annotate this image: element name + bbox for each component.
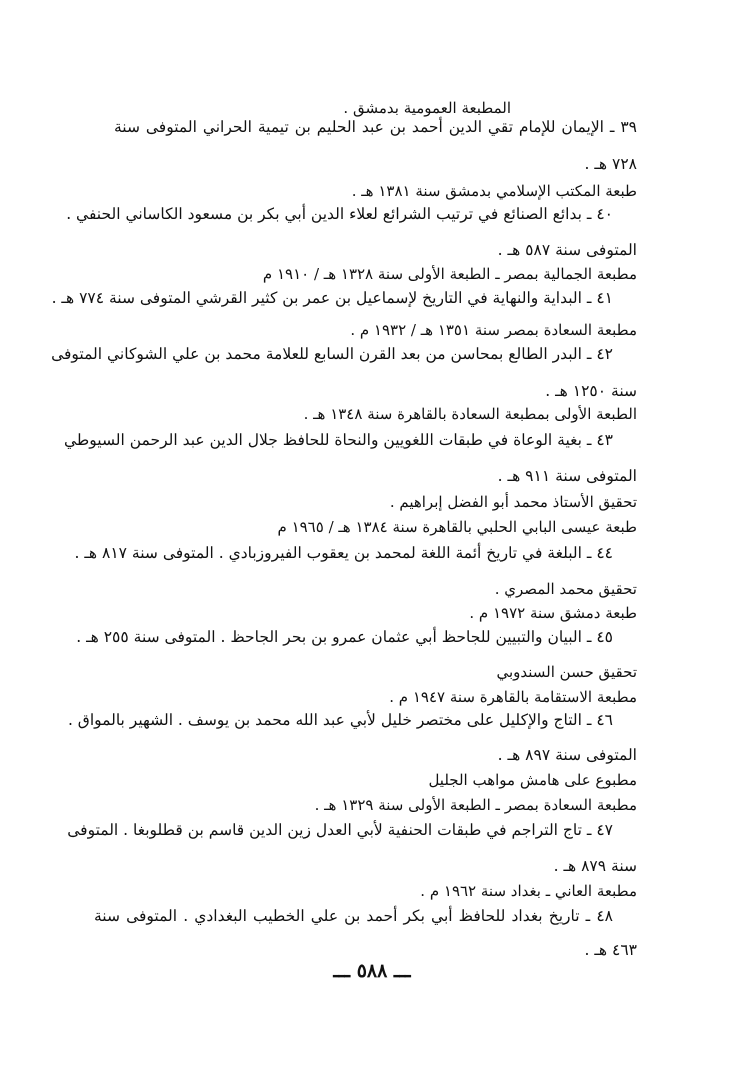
- publisher-line: الطبعة الأولى بمطبعة السعادة بالقاهرة سنة ١٣٤٨ هـ .: [303, 405, 637, 423]
- page-number: ـــ ٥٨٨ ـــ: [333, 960, 411, 982]
- bibliography-entry-40: ٤٠ ـ بدائع الصنائع في ترتيب الشرائع لعلاء الدين أبي بكر بن مسعود الكاساني الحنفي .: [66, 205, 613, 223]
- entry-continuation: المتوفى سنة ٩١١ هـ .: [497, 467, 637, 485]
- bibliography-entry-43: ٤٣ ـ بغية الوعاة في طبقات اللغويين والنحاة للحافظ جلال الدين عبد الرحمن السيوطي: [64, 431, 613, 449]
- entry-continuation: سنة ١٢٥٠ هـ .: [545, 382, 637, 400]
- note-line: مطبوع على هامش مواهب الجليل: [428, 771, 637, 789]
- entry-continuation: ٤٦٣ هـ .: [584, 941, 637, 959]
- publisher-line: طبعة عيسى البابي الحلبي بالقاهرة سنة ١٣٨٤ هـ / ١٩٦٥ م: [277, 518, 637, 536]
- bibliography-entry-45: ٤٥ ـ البيان والتبيين للجاحظ أبي عثمان عمرو بن بحر الجاحظ . المتوفى سنة ٢٥٥ هـ .: [76, 628, 613, 646]
- editor-line: تحقيق حسن السندوبي: [496, 663, 637, 681]
- bibliography-entry-46: ٤٦ ـ التاج والإكليل على مختصر خليل لأبي عبد الله محمد بن يوسف . الشهير بالمواق .: [67, 711, 613, 729]
- editor-line: تحقيق الأستاذ محمد أبو الفضل إبراهيم .: [389, 493, 637, 511]
- publisher-line: مطبعة السعادة بمصر سنة ١٣٥١ هـ / ١٩٣٢ م .: [350, 321, 637, 339]
- publisher-line: مطبعة السعادة بمصر ـ الطبعة الأولى سنة ١٣٢٩ هـ .: [314, 796, 637, 814]
- publisher-line: طبعة المكتب الإسلامي بدمشق سنة ١٣٨١ هـ .: [351, 182, 637, 200]
- entry-continuation: ٧٢٨ هـ .: [584, 155, 637, 173]
- editor-line: تحقيق محمد المصري .: [494, 580, 637, 598]
- publisher-line: مطبعة العاني ـ بغداد سنة ١٩٦٢ م .: [420, 882, 637, 900]
- bibliography-entry-48: ٤٨ ـ تاريخ بغداد للحافظ أبي بكر أحمد بن علي الخطيب البغدادي . المتوفى سنة: [94, 907, 613, 925]
- publisher-line: طبعة دمشق سنة ١٩٧٢ م .: [469, 604, 637, 622]
- bibliography-entry-41: ٤١ ـ البداية والنهاية في التاريخ لإسماعيل بن عمر بن كثير القرشي المتوفى سنة ٧٧٤ هـ .: [51, 289, 613, 307]
- publisher-line: مطبعة الجمالية بمصر ـ الطبعة الأولى سنة ١٣٢٨ هـ / ١٩١٠ م: [262, 265, 637, 283]
- entry-continuation: المتوفى سنة ٨٩٧ هـ .: [497, 746, 637, 764]
- entry-continuation: سنة ٨٧٩ هـ .: [553, 857, 637, 875]
- entry-continuation: المتوفى سنة ٥٨٧ هـ .: [497, 241, 637, 259]
- publisher-line: المطبعة العمومية بدمشق .: [343, 99, 511, 117]
- bibliography-entry-47: ٤٧ ـ تاج التراجم في طبقات الحنفية لأبي العدل زين الدين قاسم بن قطلوبغا . المتوفى: [67, 821, 613, 839]
- publisher-line: مطبعة الاستقامة بالقاهرة سنة ١٩٤٧ م .: [389, 688, 637, 706]
- bibliography-entry-44: ٤٤ ـ البلغة في تاريخ أئمة اللغة لمحمد بن يعقوب الفيروزبادي . المتوفى سنة ٨١٧ هـ .: [74, 544, 613, 562]
- bibliography-entry-39: ٣٩ ـ الإيمان للإمام تقي الدين أحمد بن عبد الحليم بن تيمية الحراني المتوفى سنة: [114, 118, 637, 136]
- bibliography-entry-42: ٤٢ ـ البدر الطالع بمحاسن من بعد القرن السابع للعلامة محمد بن علي الشوكاني المتوفى: [51, 345, 613, 363]
